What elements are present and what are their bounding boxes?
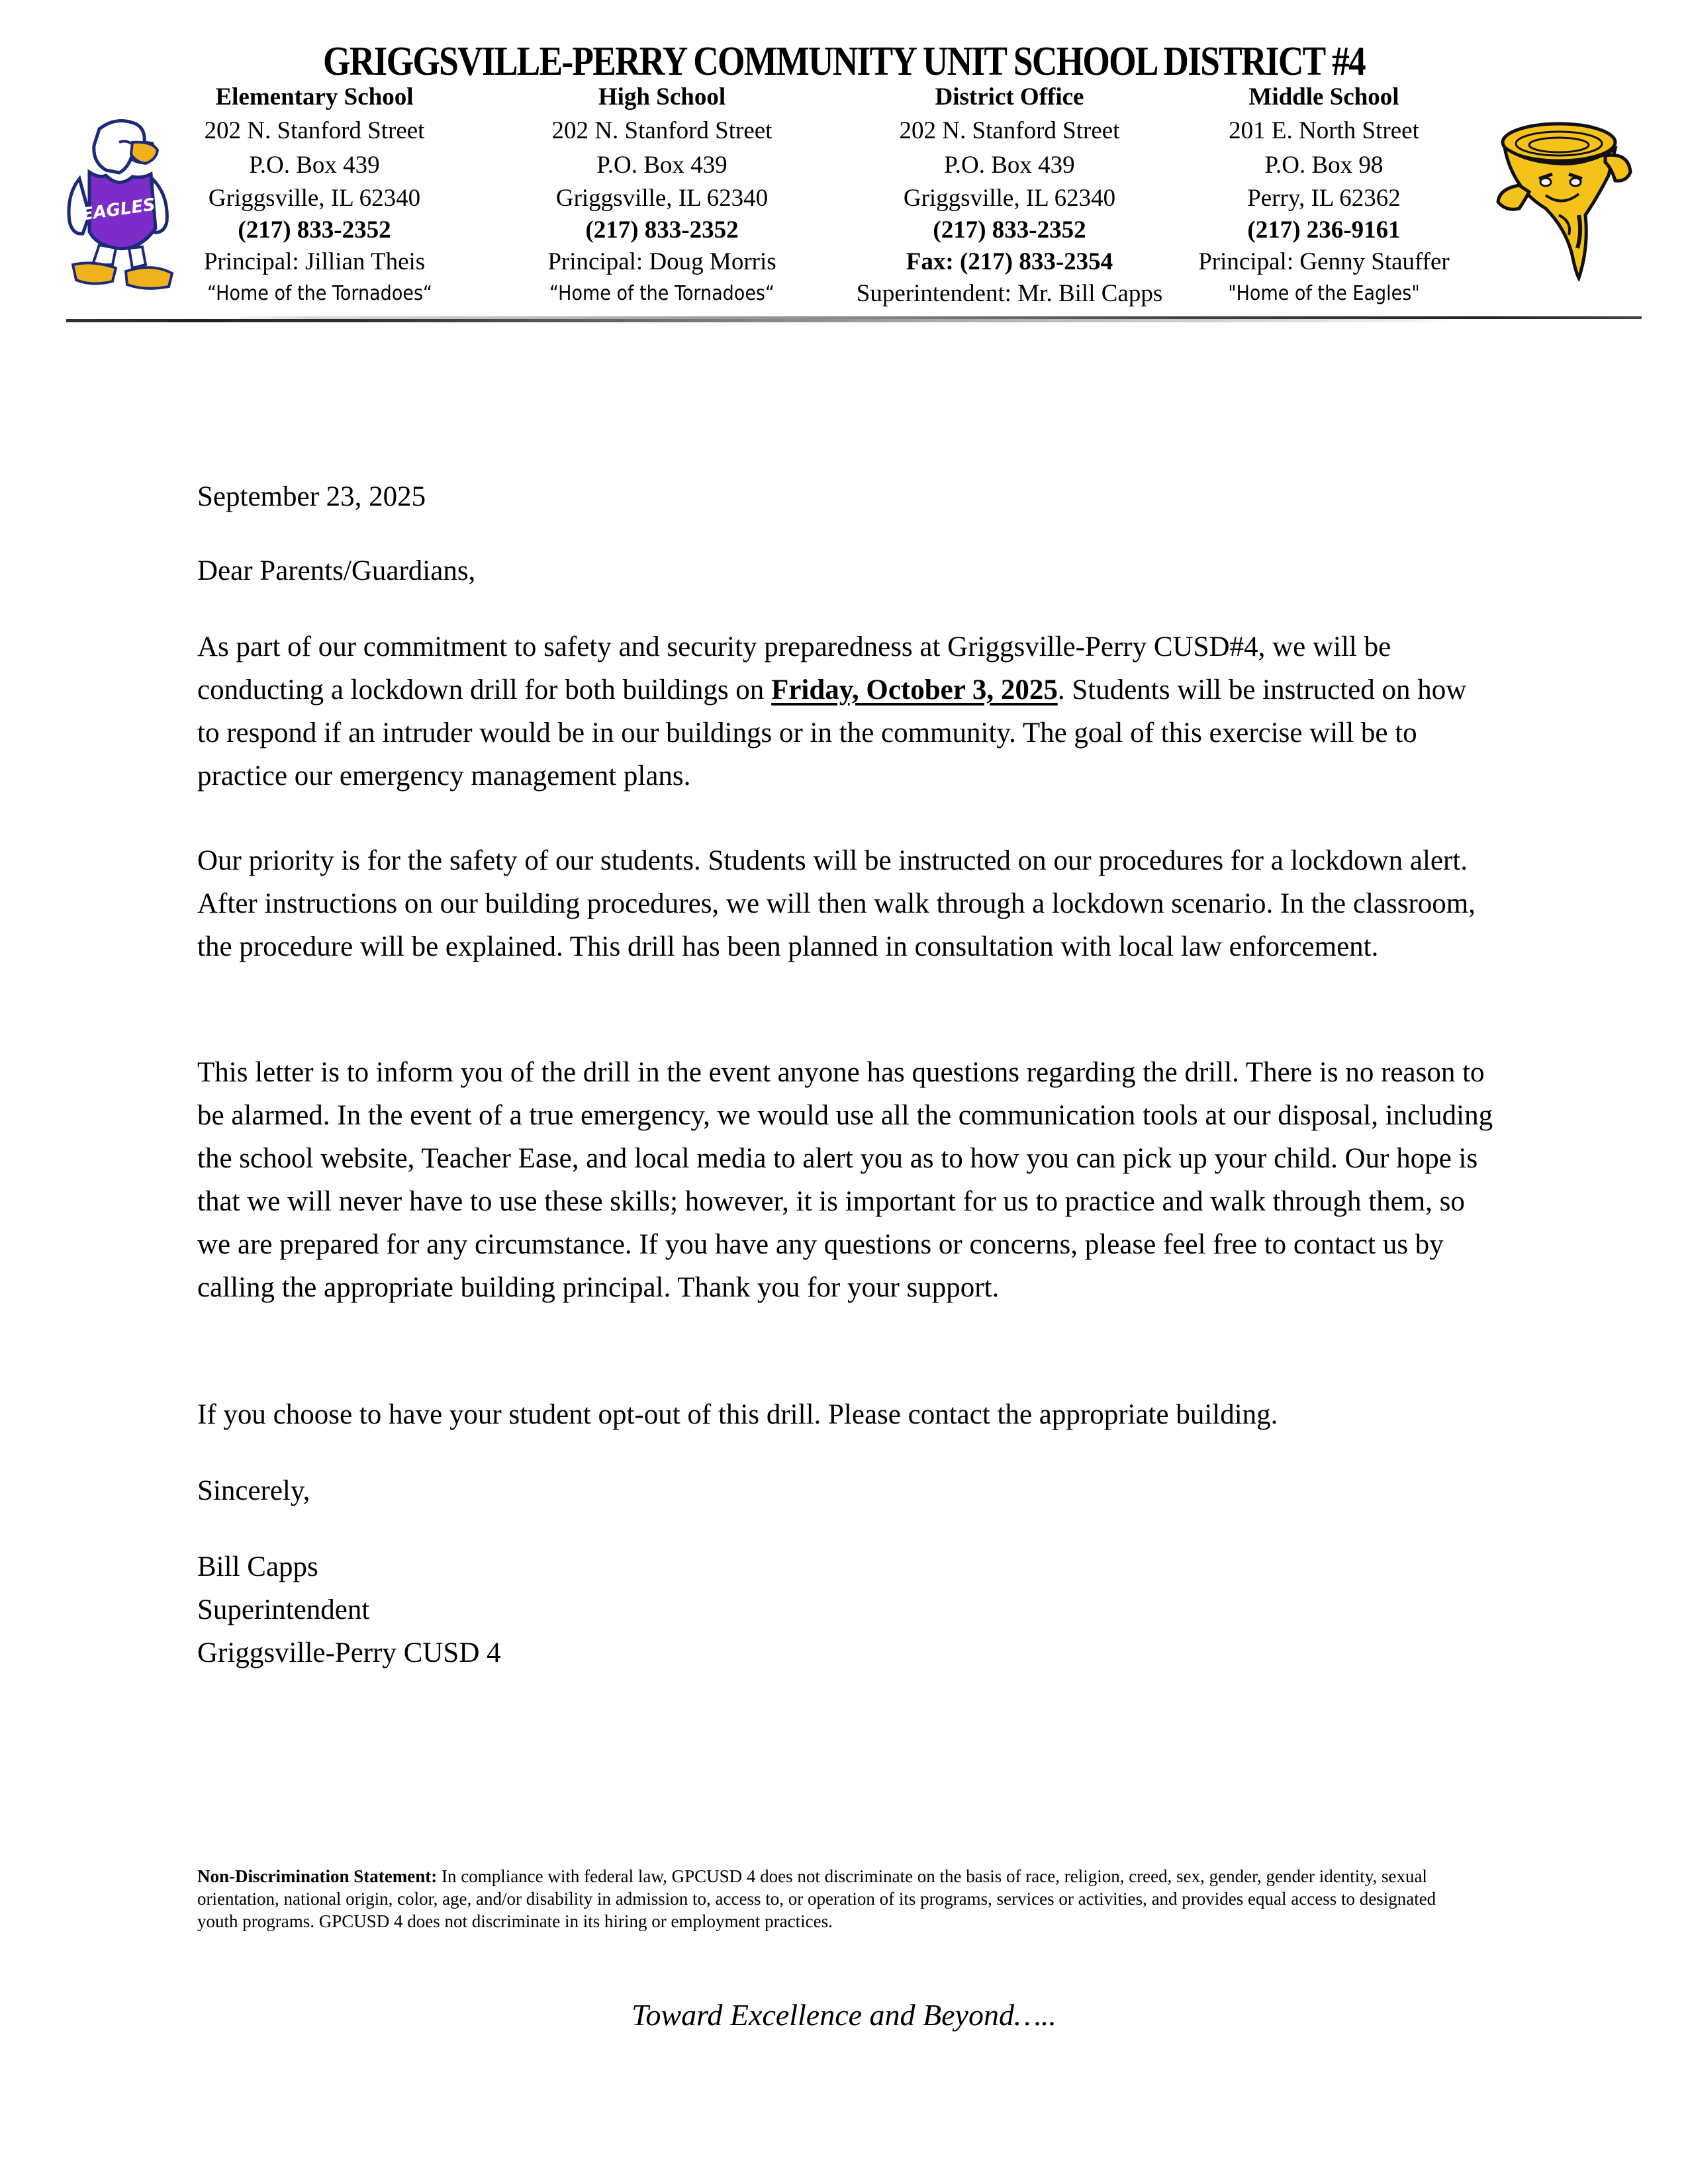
non-discrimination-statement [197, 1865, 1455, 1933]
principal-name: Principal: Doug Morris [547, 248, 776, 275]
po-box: P.O. Box 439 [249, 152, 380, 179]
eagle-mascot-icon [53, 116, 192, 295]
city-state-zip: Perry, IL 62362 [1247, 185, 1401, 212]
letter-greeting: Dear Parents/Guardians, [197, 555, 476, 586]
signer-organization: Griggsville-Perry CUSD 4 [197, 1637, 501, 1668]
street-address: 202 N. Stanford Street [204, 117, 425, 144]
school-motto: “Home of the Tornadoes“ [549, 282, 775, 305]
city-state-zip: Griggsville, IL 62340 [208, 185, 421, 212]
phone-number: (217) 833-2352 [585, 216, 739, 244]
divider-line-bottom [66, 319, 1642, 322]
street-address: 201 E. North Street [1229, 117, 1419, 144]
paragraph-text: This letter is to inform you of the drill in the event anyone has questions regarding the drill. There is no reason to be alarmed. In the event of a true emergency, we would use all the communication tools at our disposal, including the school website, Teacher Ease, and local media to alert you as to how you can pick up your child. Our hope is that we will never have to use these skills; however, it is important for us to practice and walk through them, so we are prepared for any circumstance. If you have any questions or concerns, please feel free to contact us by calling the appropriate building principal. Thank you for your support. [197, 1057, 1493, 1303]
school-motto: “Home of the Tornadoes“ [207, 282, 433, 305]
middle-school-column [1192, 85, 1456, 310]
phone-number: (217) 833-2352 [238, 216, 391, 244]
signer-name: Bill Capps [197, 1551, 318, 1582]
signature-block [197, 1545, 1495, 1674]
high-school-column [536, 85, 788, 310]
po-box: P.O. Box 98 [1264, 152, 1383, 179]
drill-date: Friday, October 3, 2025 [771, 674, 1058, 705]
principal-name: Principal: Genny Stauffer [1198, 248, 1450, 275]
street-address: 202 N. Stanford Street [551, 117, 773, 144]
letter-date: September 23, 2025 [197, 481, 426, 512]
phone-number: (217) 236-9161 [1247, 216, 1401, 244]
po-box: P.O. Box 439 [596, 152, 727, 179]
svg-text:EAGLES: EAGLES [80, 195, 157, 225]
paragraph-text: If you choose to have your student opt-out of this drill. Please contact the appropriate building. [197, 1399, 1278, 1430]
signer-title: Superintendent [197, 1594, 370, 1625]
tornado-mascot-icon [1479, 116, 1638, 281]
fax-number: Fax: (217) 833-2354 [906, 248, 1113, 275]
phone-number: (217) 833-2352 [933, 216, 1086, 244]
column-heading: Elementary School [215, 83, 414, 111]
letterhead-divider [66, 316, 1642, 323]
district-office-column [837, 85, 1182, 310]
school-motto: "Home of the Eagles" [1228, 282, 1420, 305]
paragraph-information [197, 1051, 1495, 1309]
statement-text: In compliance with federal law, GPCUSD 4 does not discriminate on the basis of race, religion, creed, sex, gender, gender identity, sexual orientation, national origin, color, age, and/or disability in admission to, access to, or operation of its programs, services or activities, and provides equal access to designated youth programs. GPCUSD 4 does not discriminate in its hiring or employment practices. [197, 1866, 1436, 1931]
city-state-zip: Griggsville, IL 62340 [903, 185, 1116, 212]
column-heading: Middle School [1248, 83, 1399, 111]
principal-name: Principal: Jillian Theis [203, 248, 426, 275]
city-state-zip: Griggsville, IL 62340 [555, 185, 769, 212]
street-address: 202 N. Stanford Street [899, 117, 1120, 144]
letter-closing: Sincerely, [197, 1475, 310, 1506]
po-box: P.O. Box 439 [944, 152, 1075, 179]
paragraph-drill-announcement [197, 625, 1495, 797]
superintendent-name: Superintendent: Mr. Bill Capps [856, 280, 1163, 307]
paragraph-text: . Students will be instructed on how to respond if an intruder would be in our buildings or in the community. The goal of this exercise will be to practice our emergency management plans. [197, 674, 1467, 792]
column-heading: District Office [935, 83, 1084, 111]
district-tagline: Toward Excellence and Beyond….. [632, 1998, 1056, 2032]
district-title: GRIGGSVILLE-PERRY COMMUNITY UNIT SCHOOL DISTRICT #4 [323, 39, 1365, 84]
column-heading: High School [598, 83, 726, 111]
paragraph-text: As part of our commitment to safety and security preparedness at Griggsville-Perry CUSD#4, we will be conducting a lockdown drill for both buildings on [197, 631, 1391, 705]
paragraph-opt-out [197, 1393, 1495, 1436]
paragraph-text: Our priority is for the safety of our students. Students will be instructed on our procedures for a lockdown alert. After instructions on our building procedures, we will then walk through a lockdown scenario. In the classroom, the procedure will be explained. This drill has been planned in consultation with local law enforcement. [197, 845, 1476, 962]
elementary-school-column [195, 85, 434, 310]
paragraph-priority [197, 839, 1495, 968]
statement-label: Non-Discrimination Statement: [197, 1866, 438, 1886]
